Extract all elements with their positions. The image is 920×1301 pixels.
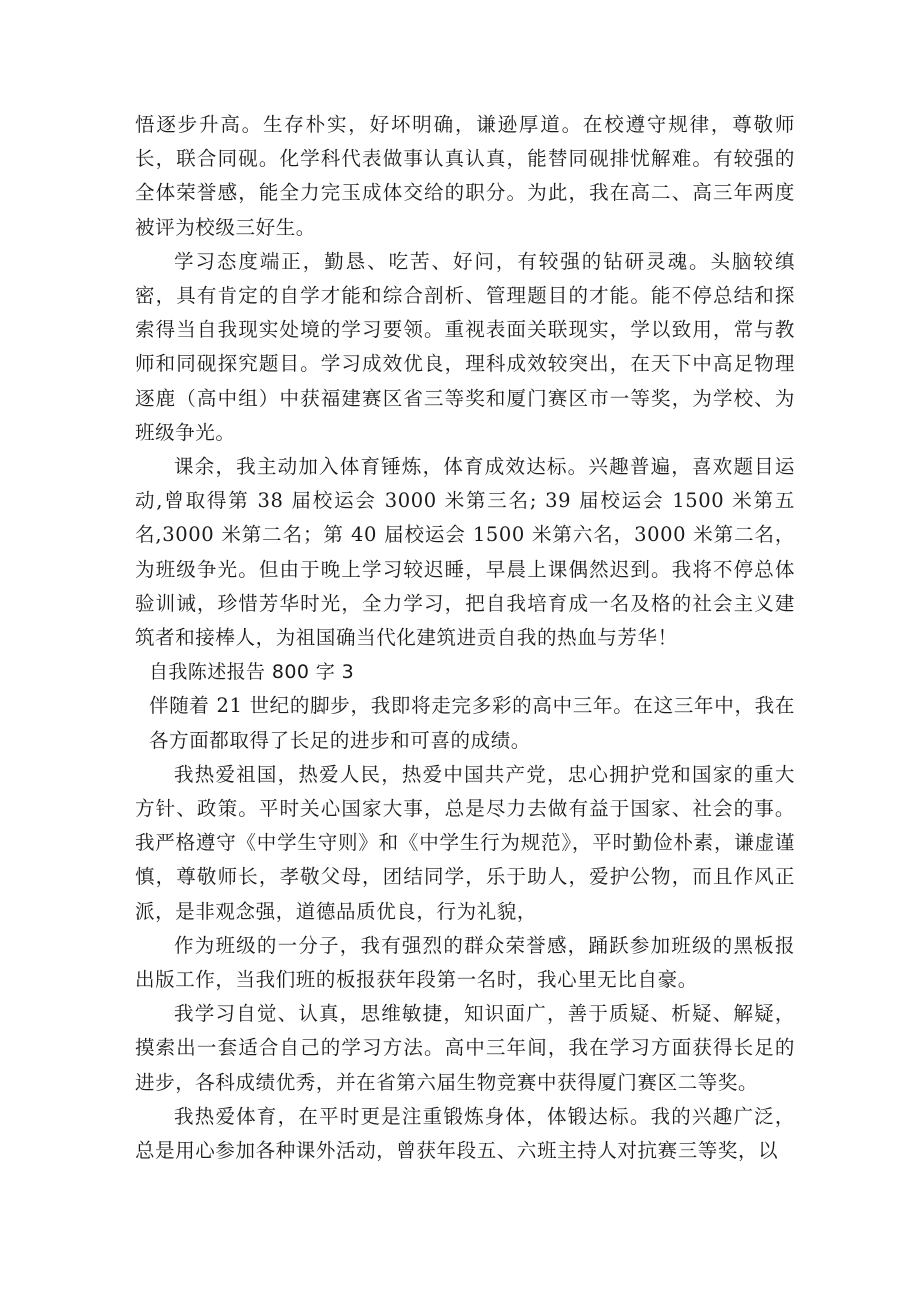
paragraph-7: 我学习自觉、认真，思维敏捷，知识面广，善于质疑、析疑、解疑，摸索出一套适合自己的学习方法。高中三年间，我在学习方面获得长足的进步，各科成绩优秀，并在省第六届生物竞赛中获得厦门赛区二等奖。: [135, 1002, 795, 1094]
paragraph-1: 悟逐步升高。生存朴实，好坏明确，谦逊厚道。在校遵守规律，尊敬师长，联合同砚。化学科代表做事认真认真，能替同砚排忧解难。有较强的全体荣誉感，能全力完玉成体交给的职分。为此，我在高二、高三年两度被评为校级三好生。: [135, 113, 795, 239]
paragraph-4: 伴随着 21 世纪的脚步，我即将走完多彩的高中三年。在这三年中，我在各方面都取得了长足的进步和可喜的成绩。: [149, 694, 795, 752]
paragraph-2: 学习态度端正，勤恳、吃苦、好问，有较强的钻研灵魂。头脑较缜密，具有肯定的自学才能和综合剖析、管理题目的才能。能不停总结和探索得当自我现实处境的学习要领。重视表面关联现实，学以致用，常与教师和同砚探究题目。学习成效优良，理科成效较突出，在天下中高足物理逐鹿（高中组）中获福建赛区省三等奖和厦门赛区市一等奖，为学校、为班级争光。: [135, 249, 795, 444]
paragraph-6: 作为班级的一分子，我有强烈的群众荣誉感，踊跃参加班级的黑板报出版工作，当我们班的板报获年段第一名时，我心里无比自豪。: [135, 933, 795, 992]
paragraph-8: 我热爱体育，在平时更是注重锻炼身体，体锻达标。我的兴趣广泛，总是用心参加各种课外活动，曾获年段五、六班主持人对抗赛三等奖，以: [135, 1104, 795, 1163]
document-body: [135, 108, 795, 1168]
paragraph-3: 课余，我主动加入体育锤炼，体育成效达标。兴趣普遍，喜欢题目运动,曾取得第 38 届校运会 3000 米第三名; 39 届校运会 1500 米第五名,3000 米第二名；第 40 届校运会 1500 米第六名，3000 米第二名，为班级争光。但由于晚上学习较迟睡，早晨上课偶然迟到。我将不停总体验训诫，珍惜芳华时光，全力学习，把自我培育成一名及格的社会主义建筑者和接棒人，为祖国确当代化建筑进贡自我的热血与芳华！: [135, 455, 795, 650]
paragraph-5: 我热爱祖国，热爱人民，热爱中国共产党，忠心拥护党和国家的重大方针、政策。平时关心国家大事，总是尽力去做有益于国家、社会的事。我严格遵守《中学生守则》和《中学生行为规范》，平时勤俭朴素，谦虚谨慎，尊敬师长，孝敬父母，团结同学，乐于助人，爱护公物，而且作风正派，是非观念强，道德品质优良，行为礼貌，: [135, 762, 795, 923]
section-heading: 自我陈述报告 800 字 3: [149, 661, 355, 684]
